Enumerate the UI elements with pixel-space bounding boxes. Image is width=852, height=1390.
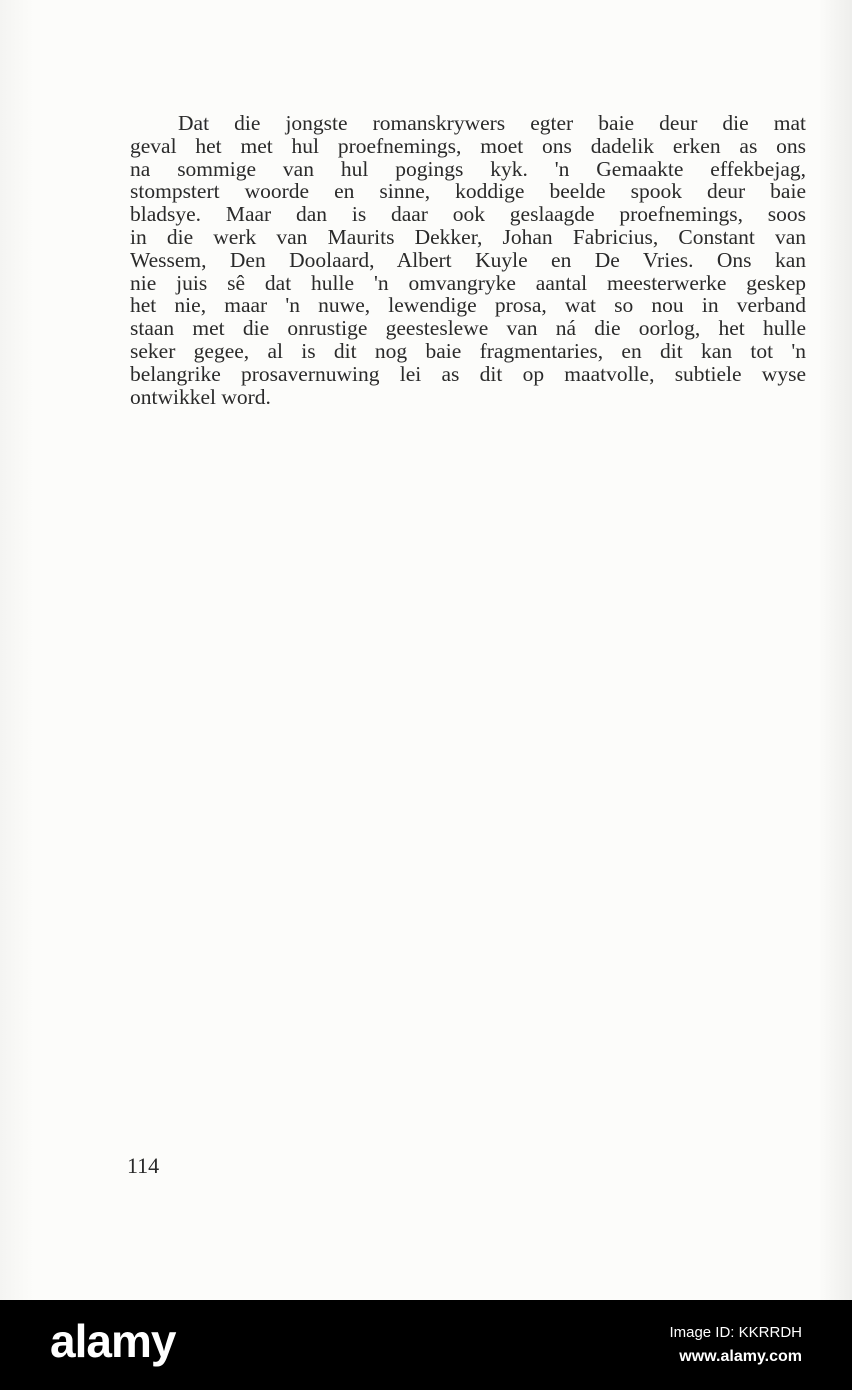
text-line: seker gegee, al is dit nog baie fragmentaries, en dit kan tot 'n: [130, 338, 806, 363]
watermark-url: www.alamy.com: [679, 1348, 802, 1365]
text-line: belangrike prosavernuwing lei as dit op maatvolle, subtiele wyse: [130, 361, 806, 386]
text-line: ontwikkel word.: [130, 384, 271, 409]
watermark-bar: [0, 1300, 852, 1390]
body-paragraph: [130, 112, 806, 408]
page-number: 114: [127, 1153, 160, 1178]
image-id: Image ID: KKRRDH: [669, 1324, 802, 1341]
text-line: het nie, maar 'n nuwe, lewendige prosa, wat so nou in verband: [130, 293, 806, 318]
text-line: Dat die jongste romanskrywers egter baie deur die mat: [178, 111, 806, 135]
alamy-logo: alamy: [50, 1315, 176, 1367]
text-line: staan met die onrustige geesteslewe van ná die oorlog, het hulle: [130, 316, 806, 341]
text-line: stompstert woorde en sinne, koddige beelde spook deur baie: [130, 179, 806, 204]
text-line: na sommige van hul pogings kyk. 'n Gemaakte effekbejag,: [130, 156, 806, 181]
text-line: Wessem, Den Doolaard, Albert Kuyle en De Vries. Ons kan: [130, 247, 806, 272]
text-line: nie juis sê dat hulle 'n omvangryke aantal meesterwerke geskep: [130, 270, 806, 295]
text-line: bladsye. Maar dan is daar ook geslaagde proefnemings, soos: [130, 202, 806, 227]
text-line: in die werk van Maurits Dekker, Johan Fabricius, Constant van: [130, 224, 806, 249]
text-line: geval het met hul proefnemings, moet ons dadelik erken as ons: [130, 133, 806, 158]
